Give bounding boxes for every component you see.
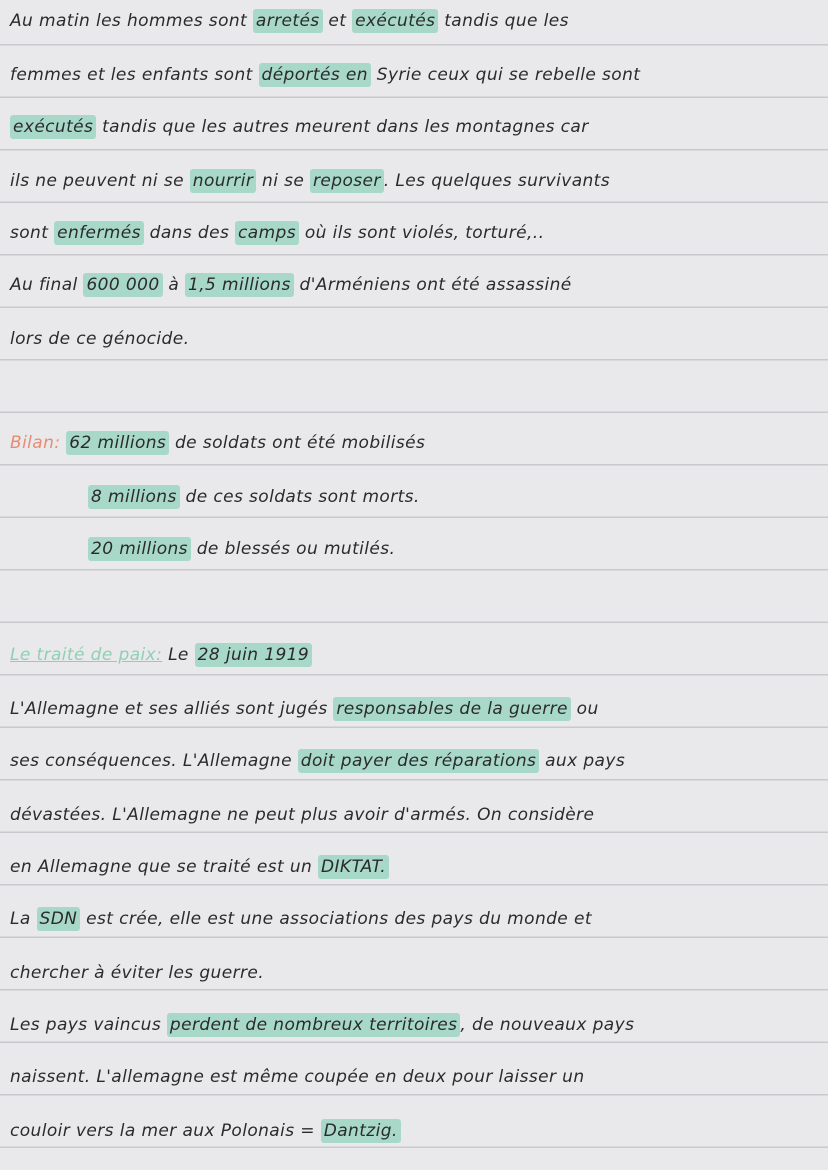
traite-line-1 [10,696,599,722]
segment: à [162,275,185,295]
traite-line-5 [10,906,592,932]
segment: tandis que les autres meurent dans les montagnes car [96,117,589,137]
segment: chercher à éviter les guerre. [10,963,265,983]
segment: . Les quelques survivants [383,171,611,191]
note-line-7 [10,326,189,352]
segment: sont [10,223,55,243]
bilan-line-3 [88,536,395,562]
segment: en Allemagne que se traité est un [10,857,318,877]
traite-line-9 [10,1118,401,1144]
highlight: DIKTAT. [318,855,389,879]
date-prefix: Le [168,645,195,665]
segment: couloir vers la mer aux Polonais = [10,1121,321,1141]
segment: L'Allemagne et ses alliés sont jugés [10,699,334,719]
segment: de soldats ont été mobilisés [169,433,426,453]
segment: La [10,909,37,929]
segment: femmes et les enfants sont [10,65,259,85]
highlight: 62 millions [66,431,169,455]
note-line-3 [10,114,589,140]
segment: de blessés ou mutilés. [190,539,396,559]
traite-line-8 [10,1064,585,1090]
highlight: SDN [37,907,81,931]
segment: ils ne peuvent ni se [10,171,190,191]
segment: dévastées. L'Allemagne ne peut plus avoir d'armés. On considère [10,805,595,825]
highlight: perdent de nombreux territoires [167,1013,461,1037]
segment: tandis que les [438,11,569,31]
highlight: reposer [310,169,384,193]
bilan-colon: : [54,433,61,453]
traite-line-7 [10,1012,634,1038]
segment: d'Arméniens ont été assassiné [293,275,572,295]
highlight: exécutés [352,9,438,33]
highlight: Dantzig. [321,1119,401,1143]
traite-colon: : [156,645,163,665]
segment: dans des [143,223,236,243]
highlight: 8 millions [88,485,180,509]
segment: ou [570,699,599,719]
traite-heading: Le traité de paix [10,645,157,665]
segment: est crée, elle est une associations des pays du monde et [80,909,592,929]
bilan-line-1 [10,430,425,456]
traite-line-4 [10,854,389,880]
segment: Syrie ceux qui se rebelle sont [370,65,641,85]
note-line-1 [10,8,569,34]
note-line-5 [10,220,544,246]
highlight: doit payer des réparations [298,749,540,773]
segment: et [322,11,353,31]
traite-line-3 [10,802,594,828]
highlight: responsables de la guerre [333,697,570,721]
highlight: arretés [253,9,323,33]
highlight: enfermés [54,221,144,245]
segment: aux pays [539,751,626,771]
segment: Au matin les hommes sont [10,11,253,31]
segment: ses conséquences. L'Allemagne [10,751,298,771]
segment: où ils sont violés, torturé,.. [299,223,545,243]
note-line-4 [10,168,610,194]
segment: ni se [256,171,311,191]
bilan-heading: Bilan [10,433,55,453]
highlight: nourrir [190,169,256,193]
highlight: 20 millions [88,537,191,561]
highlight: déportés en [259,63,371,87]
segment: Les pays vaincus [10,1015,167,1035]
segment: naissent. L'allemagne est même coupée en deux pour laisser un [10,1067,585,1087]
note-line-6 [10,272,572,298]
highlight: 600 000 [83,273,162,297]
segment: lors de ce génocide. [10,329,190,349]
traite-line-2 [10,748,625,774]
highlight: exécutés [10,115,96,139]
highlight: camps [235,221,299,245]
segment: , de nouveaux pays [460,1015,635,1035]
segment: de ces soldats sont morts. [179,487,420,507]
highlight: 1,5 millions [185,273,294,297]
traite-line-6 [10,960,264,986]
note-line-2 [10,62,640,88]
traite-heading-line [10,642,312,668]
traite-date: 28 juin 1919 [195,643,313,667]
bilan-line-2 [88,484,420,510]
segment: Au final [10,275,84,295]
